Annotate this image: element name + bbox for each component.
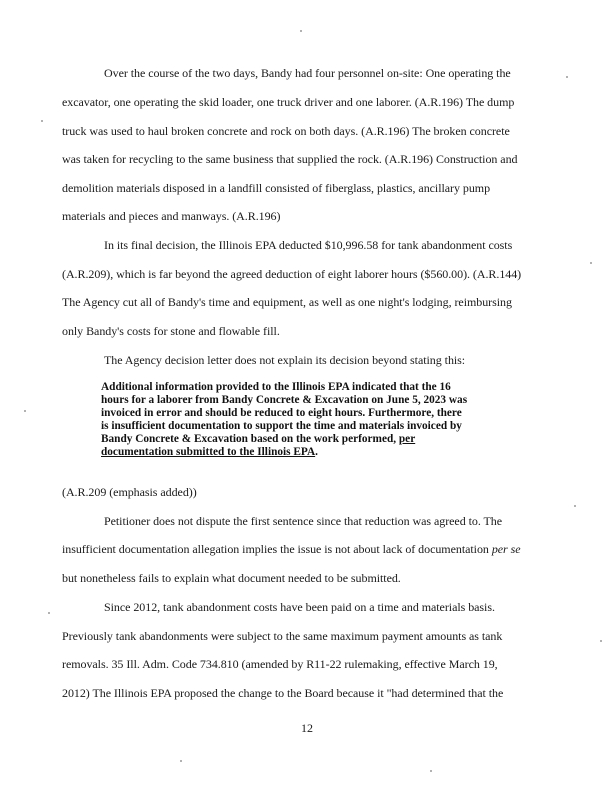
quote-line-5-text: Bandy Concrete & Excavation based on the work performed, bbox=[101, 433, 399, 445]
scan-speck bbox=[566, 76, 568, 78]
page-number: 12 bbox=[301, 721, 313, 735]
quote-end-period: . bbox=[315, 446, 318, 458]
paragraph-2-line-3: The Agency cut all of Bandy's time and equipment, as well as one night's lodging, reimbursing bbox=[62, 295, 512, 309]
paragraph-5-line-3: removals. 35 Ill. Adm. Code 734.810 (amended by R11-22 rulemaking, effective March 19, bbox=[62, 657, 498, 671]
paragraph-5-line-2: Previously tank abandonments were subject to the same maximum payment amounts as tank bbox=[62, 629, 503, 643]
paragraph-2-line-2: (A.R.209), which is far beyond the agreed deduction of eight laborer hours ($560.00). (A.R.144) bbox=[62, 267, 522, 281]
quote-underlined-per: per bbox=[398, 433, 416, 445]
scan-speck bbox=[600, 640, 602, 642]
scan-speck bbox=[41, 120, 43, 122]
paragraph-4-line-2-text: insufficient documentation allegation implies the issue is not about lack of documentation bbox=[62, 542, 492, 556]
paragraph-5-line-1: Since 2012, tank abandonment costs have been paid on a time and materials basis. bbox=[104, 600, 495, 614]
paragraph-4-line-3: but nonetheless fails to explain what document needed to be submitted. bbox=[62, 571, 401, 585]
quote-line-5 bbox=[101, 433, 521, 446]
paragraph-1-line-3: truck was used to haul broken concrete and rock on both days. (A.R.196) The broken concrete bbox=[62, 124, 510, 138]
quote-underlined-documentation: documentation submitted to the Illinois EPA bbox=[101, 446, 316, 458]
quote-line-1: Additional information provided to the Illinois EPA indicated that the 16 bbox=[101, 381, 451, 393]
paragraph-1-line-6: materials and pieces and manways. (A.R.196) bbox=[62, 209, 281, 223]
per-se-italic: per se bbox=[491, 542, 521, 556]
scan-speck bbox=[48, 612, 50, 614]
scan-speck bbox=[590, 262, 592, 264]
paragraph-1-line-1: Over the course of the two days, Bandy had four personnel on-site: One operating the bbox=[104, 66, 511, 80]
paragraph-3: The Agency decision letter does not explain its decision beyond stating this: bbox=[104, 353, 466, 367]
quote-line-4: is insufficient documentation to support the time and materials invoiced by bbox=[101, 420, 462, 432]
quote-line-3: invoiced in error and should be reduced to eight hours. Furthermore, there bbox=[101, 407, 462, 419]
quote-line-2: hours for a laborer from Bandy Concrete & Excavation on June 5, 2023 was bbox=[101, 394, 468, 406]
scan-speck bbox=[180, 760, 182, 762]
paragraph-1-line-5: demolition materials disposed in a landfill consisted of fiberglass, plastics, ancillary pump bbox=[62, 181, 491, 195]
scan-speck bbox=[430, 770, 432, 772]
quote-line-6 bbox=[101, 446, 521, 459]
scan-speck bbox=[574, 505, 576, 507]
scan-speck bbox=[300, 30, 302, 32]
paragraph-5-line-4: 2012) The Illinois EPA proposed the change to the Board because it "had determined that the bbox=[62, 686, 504, 700]
paragraph-1-line-4: was taken for recycling to the same business that supplied the rock. (A.R.196) Construction and bbox=[62, 152, 518, 166]
scan-speck bbox=[24, 410, 26, 412]
citation: (A.R.209 (emphasis added)) bbox=[62, 485, 197, 499]
paragraph-4-line-2 bbox=[62, 542, 552, 556]
paragraph-2-line-1: In its final decision, the Illinois EPA deducted $10,996.58 for tank abandonment costs bbox=[104, 238, 513, 252]
paragraph-2-line-4: only Bandy's costs for stone and flowable fill. bbox=[62, 324, 280, 338]
paragraph-1-line-2: excavator, one operating the skid loader, one truck driver and one laborer. (A.R.196) The dump bbox=[62, 95, 515, 109]
paragraph-4-line-1: Petitioner does not dispute the first sentence since that reduction was agreed to. The bbox=[104, 514, 503, 528]
